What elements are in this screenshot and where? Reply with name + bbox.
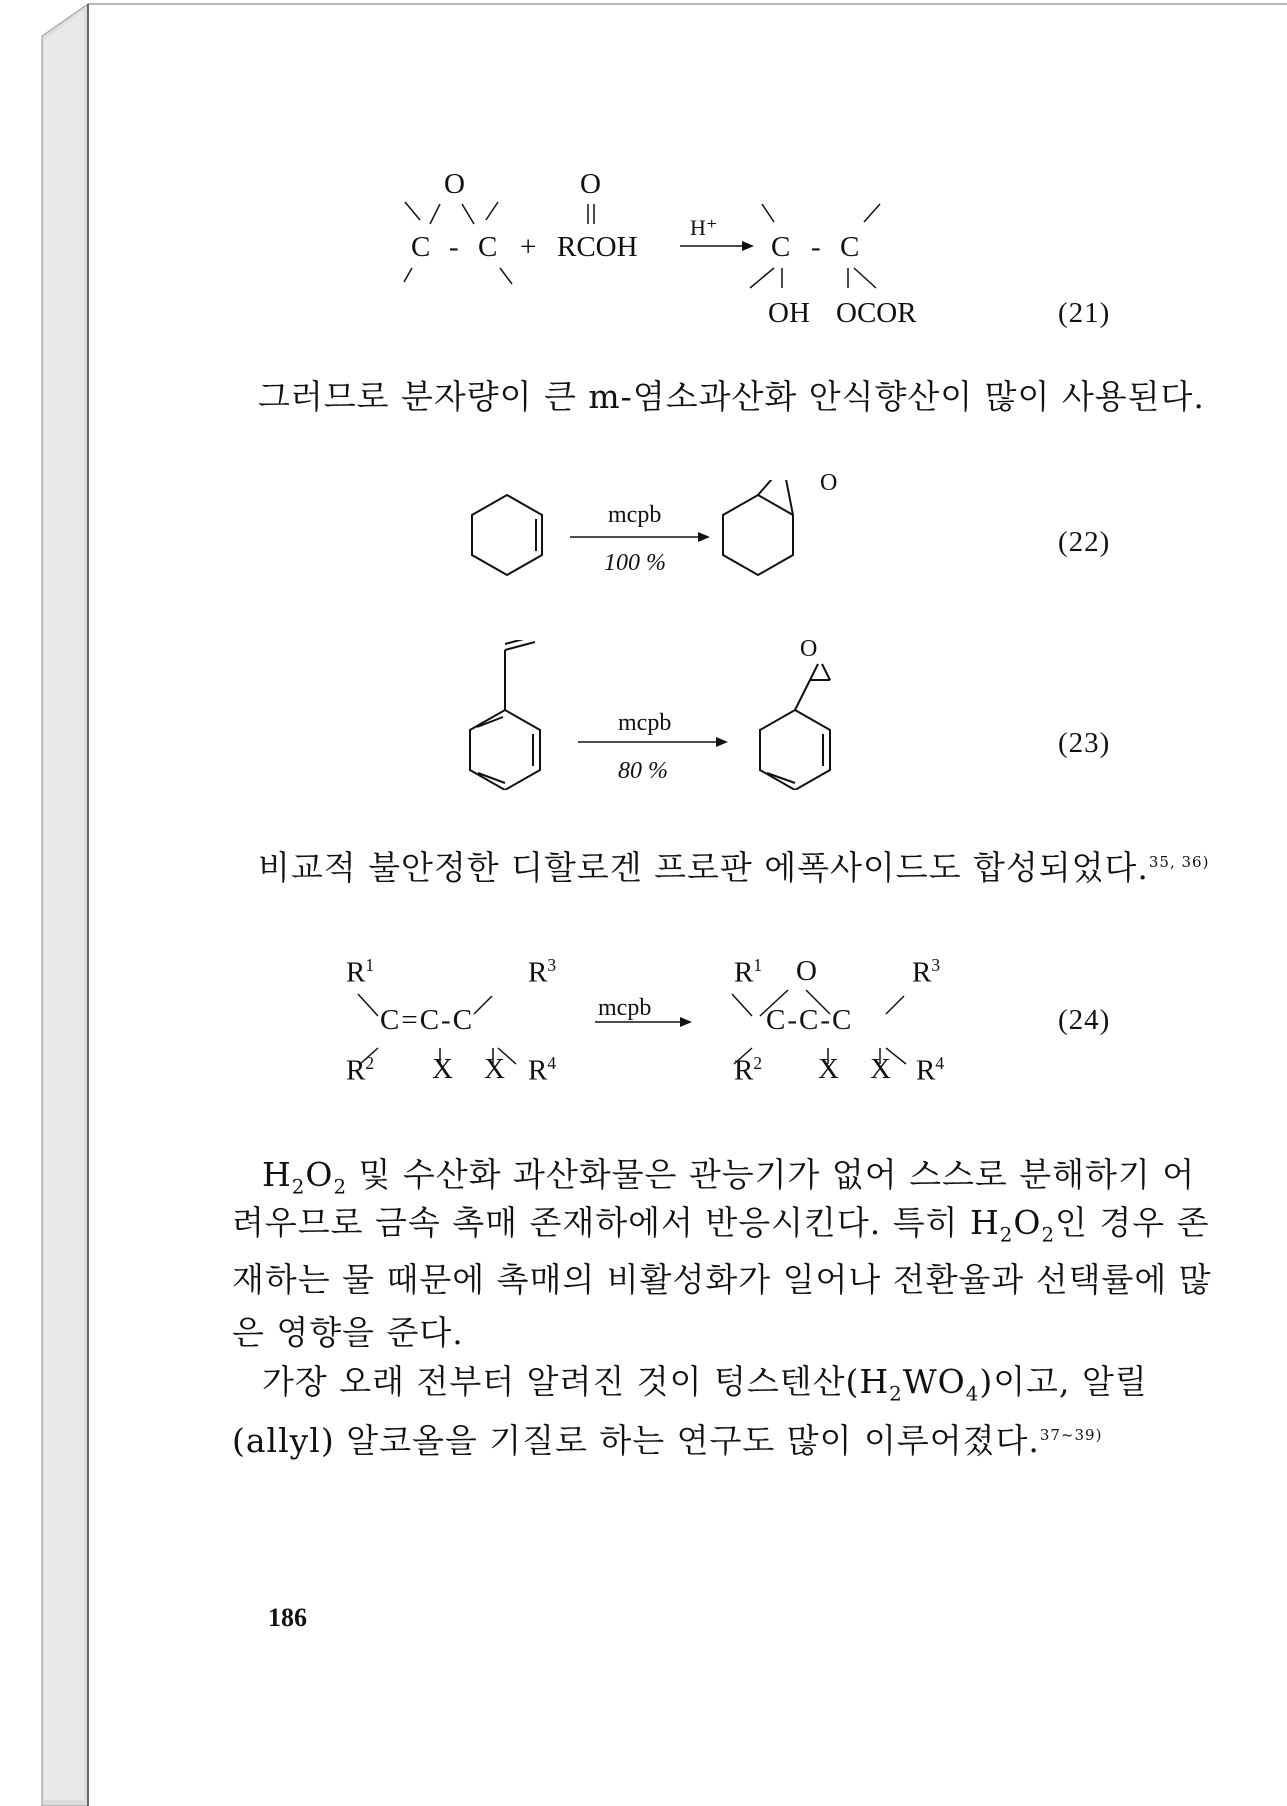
substituent-r1: $R^1$ — [346, 955, 375, 989]
text-line-dihalogen — [258, 837, 1209, 893]
product-x-2: X — [870, 1053, 891, 1085]
reagent-label: mcpb — [598, 995, 652, 1021]
substituent-r4: $R^4$ — [528, 1053, 557, 1087]
acid-carbonyl-oxygen: O — [580, 168, 601, 200]
reactant-backbone: C=C-C — [380, 1004, 475, 1036]
carbon-right: C — [478, 231, 498, 263]
product-ester: OCOR — [836, 297, 917, 329]
equation-number-22: (22) — [1058, 526, 1111, 558]
paragraph-line-4: 은 영향을 준다. — [232, 1313, 464, 1352]
substituent-r2: $R^2$ — [346, 1053, 375, 1087]
paragraph-line-1: $H_2O_2$ 및 수산화 과산화물은 관능기가 없어 스스로 분해하기 어 — [262, 1155, 1196, 1199]
yield-label: 80 % — [618, 758, 668, 784]
product-carbon-left: C — [771, 231, 791, 263]
product-r3: $R^3$ — [912, 955, 941, 989]
epoxide-oxygen: O — [796, 955, 817, 987]
paragraph-line-2: (allyl) 알코올을 기질로 하는 연구도 많이 이루어졌다.$^{37\sim 39)}$ — [232, 1421, 1103, 1460]
bond-dash: - — [449, 231, 459, 263]
product-carbon-right: C — [840, 231, 860, 263]
product-r4: $R^4$ — [916, 1053, 945, 1087]
carbon-left: C — [411, 231, 431, 263]
acid-catalyst: H⁺ — [690, 215, 718, 240]
page-number: 186 — [268, 1603, 307, 1632]
equation-22-drawing — [460, 480, 860, 600]
acid-formula: RCOH — [557, 231, 638, 263]
paragraph-line-2: 려우므로 금속 촉매 존재하에서 반응시킨다. 특히 $H_2O_2$인 경우 존 — [232, 1203, 1210, 1247]
paragraph-line-1: 가장 오래 전부터 알려진 것이 텅스텐산$(H_2WO_4)$이고, 알릴 — [262, 1362, 1148, 1406]
substituent-r3: $R^3$ — [528, 955, 557, 989]
reagent-label: mcpb — [608, 502, 662, 528]
product-hydroxyl: OH — [768, 297, 810, 329]
reference-superscript: 35, 36) — [1148, 853, 1210, 871]
equation-number-24: (24) — [1058, 1004, 1111, 1036]
reagent-label: mcpb — [618, 710, 672, 736]
plus-sign: + — [520, 231, 537, 263]
equation-21-bonds — [390, 190, 910, 300]
product-backbone: C-C-C — [766, 1004, 854, 1036]
product-r2: $R^2$ — [734, 1053, 763, 1087]
yield-label: 100 % — [604, 550, 666, 576]
product-x-1: X — [818, 1053, 839, 1085]
product-r1: $R^1$ — [734, 955, 763, 989]
epoxide-oxygen: O — [820, 470, 838, 496]
paragraph-line-3: 재하는 물 때문에 촉매의 비활성화가 일어나 전환율과 선택률에 많 — [232, 1260, 1212, 1299]
equation-number-23: (23) — [1058, 727, 1111, 759]
epoxide-oxygen: O — [800, 636, 818, 662]
equation-number-21: (21) — [1058, 297, 1111, 329]
product-bond-dash: - — [811, 231, 821, 263]
halogen-x-1: X — [432, 1053, 453, 1085]
reference-superscript: 37~39) — [1039, 1426, 1103, 1444]
text-line-mcpba: 그러므로 분자량이 큰 m-염소과산화 안식향산이 많이 사용된다. — [258, 377, 1205, 416]
epoxide-oxygen: O — [444, 168, 465, 200]
text-line-body: 비교적 불안정한 디할로겐 프로판 에폭사이드도 합성되었다. — [258, 848, 1149, 887]
halogen-x-2: X — [484, 1053, 505, 1085]
